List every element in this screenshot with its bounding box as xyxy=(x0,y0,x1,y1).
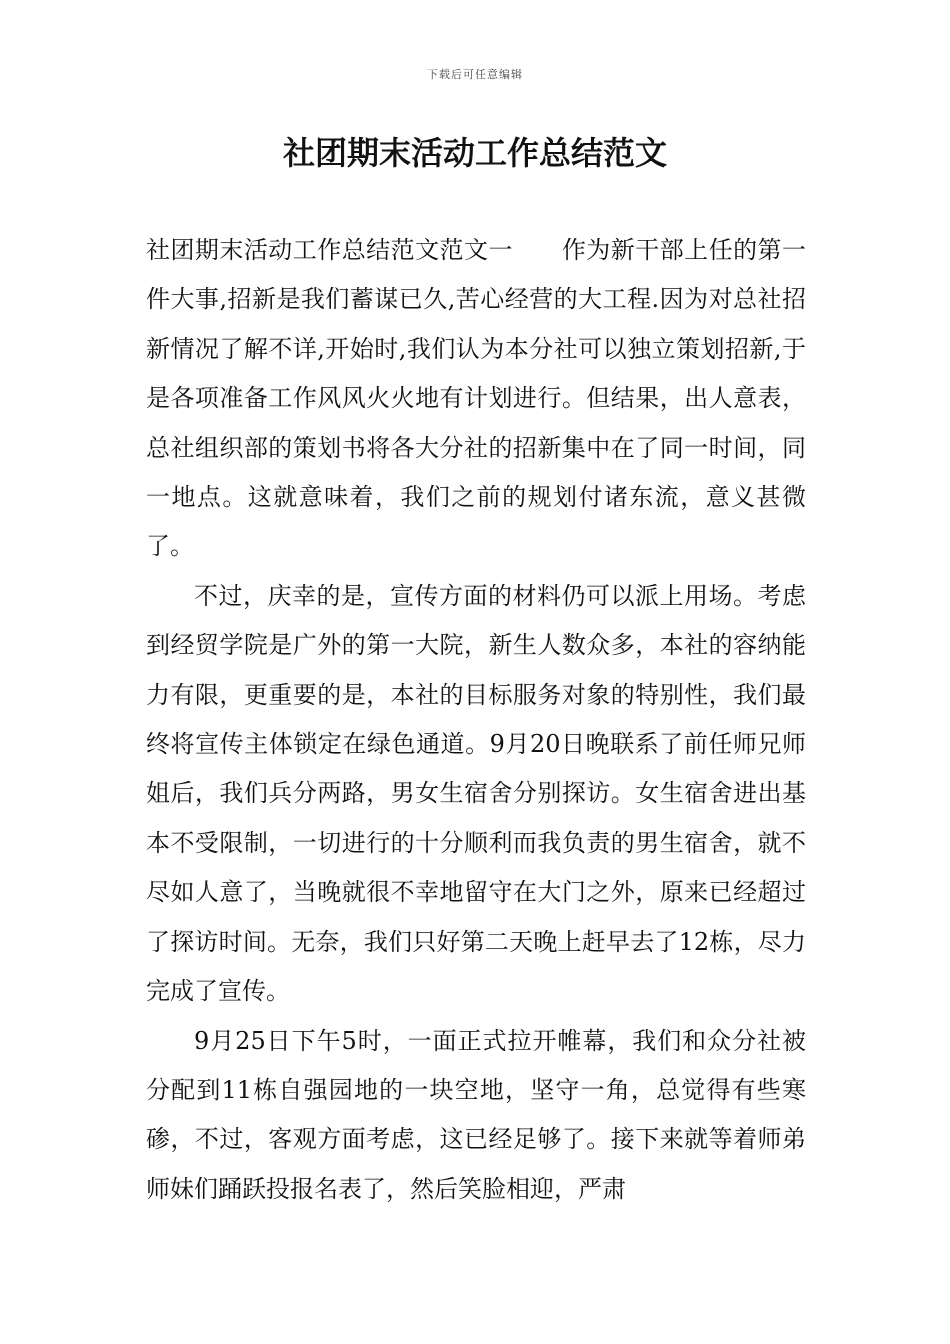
document-body xyxy=(146,226,806,1214)
paragraph-3: 9月25日下午5时，一面正式拉开帷幕，我们和众分社被分配到11栋自强园地的一块空地，坚守一角，总觉得有些寒碜，不过，客观方面考虑，这已经足够了。接下来就等着师弟师妹们踊跃投报名表了，然后笑脸相迎，严肃 xyxy=(146,1026,806,1203)
document-title: 社团期末活动工作总结范文 xyxy=(282,134,667,172)
paragraph-2: 不过，庆幸的是，宣传方面的材料仍可以派上用场。考虑到经贸学院是广外的第一大院，新生人数众多，本社的容纳能力有限，更重要的是，本社的目标服务对象的特别性，我们最终将宣传主体锁定在绿色通道。9月20日晚联系了前任师兄师姐后，我们兵分两路，男女生宿舍分别探访。女生宿舍进出基本不受限制，一切进行的十分顺利而我负责的男生宿舍，就不尽如人意了，当晚就很不幸地留守在大门之外，原来已经超过了探访时间。无奈，我们只好第二天晚上赶早去了12栋，尽力完成了宣传。 xyxy=(146,581,806,1006)
paragraph-1: 社团期末活动工作总结范文范文一 作为新干部上任的第一件大事,招新是我们蓄谋已久,苦心经营的大工程.因为对总社招新情况了解不详,开始时,我们认为本分社可以独立策划招新,于是各项准备工作风风火火地有计划进行。但结果，出人意表，总社组织部的策划书将各大分社的招新集中在了同一时间，同一地点。这就意味着，我们之前的规划付诸东流，意义甚微了。 xyxy=(146,236,806,561)
header-note: 下载后可任意编辑 xyxy=(427,68,523,81)
